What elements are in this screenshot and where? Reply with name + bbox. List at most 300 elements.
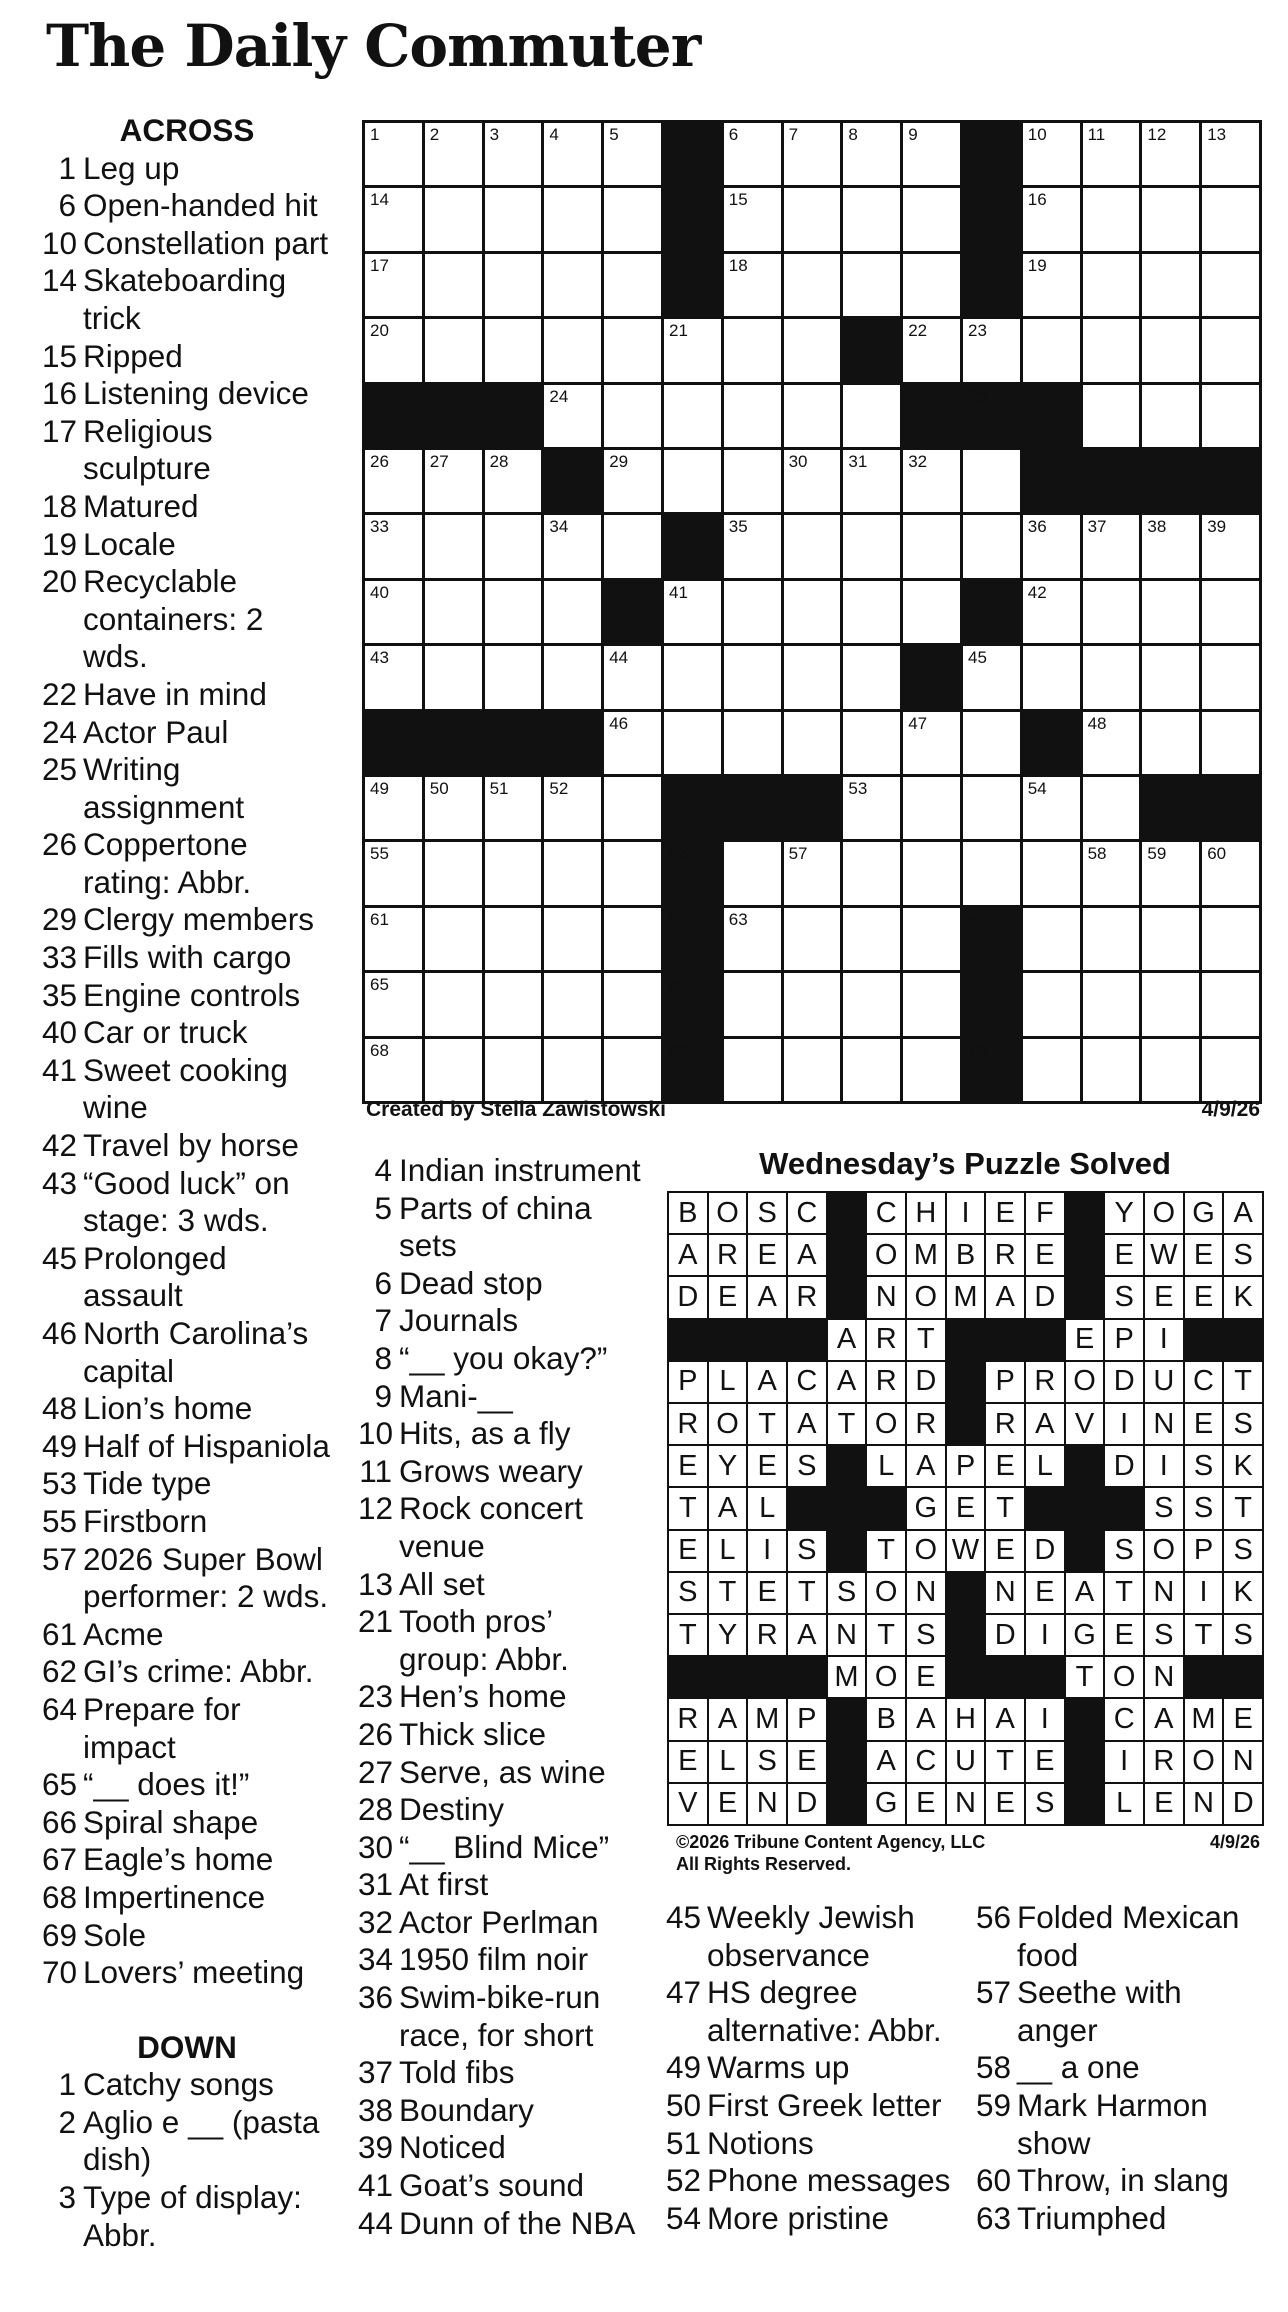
solved-letter-cell: G [1066, 1615, 1104, 1655]
grid-cell[interactable] [903, 842, 960, 904]
solved-letter-cell: I [1185, 1573, 1223, 1613]
grid-cell[interactable] [1023, 842, 1080, 904]
grid-cell[interactable] [843, 646, 900, 708]
grid-cell[interactable] [724, 908, 781, 970]
grid-cell[interactable] [963, 712, 1020, 774]
solved-black-square [748, 1320, 786, 1360]
solved-letter-cell: T [1066, 1657, 1104, 1697]
grid-cell[interactable] [724, 973, 781, 1035]
solved-letter-cell: T [1224, 1362, 1262, 1402]
grid-cell[interactable] [784, 908, 841, 970]
clue-line [666, 1974, 966, 2012]
grid-cell[interactable] [1023, 908, 1080, 970]
clue-text: Actor Paul [83, 713, 229, 750]
grid-cell[interactable] [843, 385, 900, 447]
clue-line [42, 187, 332, 225]
grid-cell[interactable] [365, 123, 422, 185]
solved-letter-cell: A [867, 1742, 905, 1782]
grid-cell[interactable] [784, 646, 841, 708]
solved-letter-cell: M [947, 1277, 985, 1317]
grid-cell[interactable] [784, 123, 841, 185]
grid-cell[interactable] [425, 319, 482, 381]
grid-cell[interactable] [485, 319, 542, 381]
grid-cell[interactable] [1142, 188, 1199, 250]
grid-cell[interactable] [903, 777, 960, 839]
grid-cell[interactable] [1023, 581, 1080, 643]
grid-cell[interactable] [425, 646, 482, 708]
grid-cell[interactable] [485, 581, 542, 643]
grid-cell[interactable] [1023, 1039, 1080, 1101]
grid-cell[interactable] [365, 515, 422, 577]
grid-cell[interactable] [544, 646, 601, 708]
grid-cell[interactable] [843, 908, 900, 970]
grid-cell[interactable] [843, 581, 900, 643]
clue-text: wds. [83, 638, 148, 675]
clue-number: 42 [42, 1127, 78, 1164]
grid-cell[interactable] [1202, 515, 1259, 577]
grid-cell[interactable] [724, 123, 781, 185]
solved-letter-cell: K [1224, 1277, 1262, 1317]
grid-cell[interactable] [1142, 908, 1199, 970]
grid-cell[interactable] [544, 973, 601, 1035]
grid-cell[interactable] [1023, 646, 1080, 708]
cell-number: 67 [967, 975, 987, 995]
grid-cell[interactable] [365, 646, 422, 708]
grid-cell[interactable] [425, 777, 482, 839]
grid-cell[interactable] [604, 908, 661, 970]
grid-cell[interactable] [903, 319, 960, 381]
grid-cell[interactable] [604, 842, 661, 904]
grid-cell[interactable] [784, 515, 841, 577]
grid-cell[interactable] [784, 188, 841, 250]
clue-line [42, 1541, 332, 1579]
grid-cell[interactable] [664, 319, 721, 381]
grid-cell[interactable] [604, 385, 661, 447]
solved-letter-cell: L [709, 1362, 747, 1402]
grid-cell[interactable] [1142, 319, 1199, 381]
grid-cell[interactable] [724, 319, 781, 381]
grid-cell[interactable] [544, 1039, 601, 1101]
grid-cell[interactable] [903, 1039, 960, 1101]
clue-text: Engine controls [83, 976, 301, 1013]
grid-cell[interactable] [1142, 973, 1199, 1035]
clue-line [358, 2129, 658, 2167]
solved-letter-cell: E [1185, 1277, 1223, 1317]
grid-cell[interactable] [604, 188, 661, 250]
grid-cell[interactable] [724, 842, 781, 904]
clue-number: 1 [58, 149, 76, 186]
clue-text: capital [83, 1352, 175, 1389]
grid-cell[interactable] [843, 515, 900, 577]
solved-letter-cell: C [1185, 1362, 1223, 1402]
grid-cell[interactable] [903, 188, 960, 250]
clue-text: Swim-bike-run [399, 1979, 601, 2016]
grid-cell[interactable] [1023, 254, 1080, 316]
clue-line [42, 1691, 332, 1729]
grid-cell[interactable] [425, 581, 482, 643]
grid-cell[interactable] [1202, 1039, 1259, 1101]
grid-cell[interactable] [724, 515, 781, 577]
grid-cell[interactable] [485, 1039, 542, 1101]
grid-cell[interactable] [1083, 777, 1140, 839]
grid-cell[interactable] [425, 842, 482, 904]
solved-black-square [669, 1320, 707, 1360]
grid-cell[interactable] [1202, 646, 1259, 708]
grid-cell[interactable] [843, 712, 900, 774]
grid-cell[interactable] [1083, 842, 1140, 904]
solved-letter-cell: A [1026, 1404, 1064, 1444]
clue-line [358, 1866, 658, 1904]
cell-number: 56 [668, 844, 688, 864]
grid-cell[interactable] [544, 908, 601, 970]
grid-cell[interactable] [544, 777, 601, 839]
cell-number: 53 [848, 779, 868, 798]
cell-number: 32 [908, 452, 928, 471]
grid-cell[interactable] [425, 973, 482, 1035]
grid-cell[interactable] [425, 908, 482, 970]
clue-text: alternative: Abbr. [707, 2011, 942, 2048]
clue-number: 49 [42, 1427, 78, 1464]
clue-text: Type of display: [83, 2179, 302, 2216]
clue-number: 32 [358, 1903, 394, 1940]
down-clue-list [42, 2066, 332, 2254]
grid-cell[interactable] [485, 254, 542, 316]
grid-cell[interactable] [604, 254, 661, 316]
solved-letter-cell: A [986, 1699, 1024, 1739]
grid-cell[interactable] [1142, 123, 1199, 185]
grid-cell[interactable] [425, 1039, 482, 1101]
solved-letter-cell: R [669, 1699, 707, 1739]
grid-cell[interactable] [1023, 319, 1080, 381]
grid-cell[interactable] [604, 515, 661, 577]
clue-text: Eagle’s home [83, 1841, 274, 1878]
grid-cell[interactable] [1083, 908, 1140, 970]
cell-number: 8 [848, 125, 858, 144]
grid-cell[interactable] [485, 842, 542, 904]
clue-number: 52 [666, 2162, 702, 2199]
solved-letter-cell: N [1145, 1404, 1183, 1444]
grid-cell[interactable] [544, 123, 601, 185]
grid-cell[interactable] [724, 1039, 781, 1101]
clue-line [42, 526, 332, 564]
solved-letter-cell: B [669, 1193, 707, 1233]
cell-number: 22 [908, 321, 928, 341]
black-square [724, 777, 781, 839]
clue-line [42, 714, 332, 752]
grid-cell[interactable] [485, 646, 542, 708]
cell-number: 4 [549, 125, 559, 144]
black-square [963, 973, 1020, 1035]
clue-line [976, 2162, 1276, 2200]
solved-letter-cell: I [1105, 1742, 1143, 1782]
grid-cell[interactable] [365, 973, 422, 1035]
grid-cell[interactable] [784, 385, 841, 447]
grid-cell[interactable] [903, 123, 960, 185]
grid-cell[interactable] [1142, 842, 1199, 904]
grid-cell[interactable] [1202, 842, 1259, 904]
grid-cell[interactable] [365, 450, 422, 512]
solved-letter-cell: A [788, 1615, 826, 1655]
grid-cell[interactable] [963, 646, 1020, 708]
clue-text: Listening device [83, 375, 309, 412]
solved-letter-cell: A [709, 1488, 747, 1528]
grid-cell[interactable] [365, 254, 422, 316]
grid-cell[interactable] [1202, 581, 1259, 643]
solved-letter-cell: S [1145, 1615, 1183, 1655]
clue-line [42, 826, 332, 864]
clue-line [358, 1941, 658, 1979]
grid-cell[interactable] [1083, 254, 1140, 316]
solved-letter-cell: O [1145, 1531, 1183, 1571]
grid-cell[interactable] [1142, 712, 1199, 774]
grid-cell[interactable] [425, 188, 482, 250]
grid-cell[interactable] [1202, 908, 1259, 970]
grid-cell[interactable] [485, 777, 542, 839]
grid-cell[interactable] [1023, 515, 1080, 577]
grid-cell[interactable] [664, 646, 721, 708]
grid-cell[interactable] [784, 319, 841, 381]
grid-cell[interactable] [365, 581, 422, 643]
grid-cell[interactable] [544, 319, 601, 381]
clue-text: Hits, as a fly [399, 1415, 571, 1452]
solved-letter-cell: W [947, 1531, 985, 1571]
grid-cell[interactable] [903, 908, 960, 970]
grid-cell[interactable] [843, 777, 900, 839]
grid-cell[interactable] [1142, 385, 1199, 447]
grid-cell[interactable] [544, 254, 601, 316]
grid-cell[interactable] [1202, 385, 1259, 447]
grid-cell[interactable] [365, 1039, 422, 1101]
black-square [425, 385, 482, 447]
grid-cell[interactable] [724, 450, 781, 512]
clue-text: Lovers’ meeting [83, 1954, 305, 1991]
clue-number: 62 [42, 1653, 78, 1690]
grid-cell[interactable] [604, 1039, 661, 1101]
cell-number: 69 [668, 1040, 688, 1060]
grid-cell[interactable] [1083, 973, 1140, 1035]
solved-letter-cell: S [788, 1531, 826, 1571]
solved-letter-cell: E [1185, 1404, 1223, 1444]
grid-cell[interactable] [784, 712, 841, 774]
clue-line [358, 1340, 658, 1378]
clue-line [42, 601, 332, 639]
clue-text: HS degree [707, 1974, 858, 2011]
grid-cell[interactable] [1142, 1039, 1199, 1101]
cell-number: 65 [370, 975, 389, 995]
cell-number: 7 [788, 125, 799, 144]
grid-cell[interactable] [784, 973, 841, 1035]
grid-cell[interactable] [485, 450, 542, 512]
grid-cell[interactable] [1083, 515, 1140, 577]
clue-line [358, 1490, 658, 1528]
solved-letter-cell: S [1026, 1784, 1064, 1824]
grid-cell[interactable] [784, 254, 841, 316]
grid-cell[interactable] [1142, 581, 1199, 643]
clue-line [42, 1954, 332, 1992]
clue-text: rating: Abbr. [83, 863, 252, 900]
grid-cell[interactable] [604, 450, 661, 512]
grid-cell[interactable] [485, 973, 542, 1035]
cell-number: 45 [967, 648, 987, 668]
grid-cell[interactable] [843, 842, 900, 904]
solved-letter-cell: S [788, 1446, 826, 1486]
clue-text: “Good luck” on [83, 1164, 290, 1201]
grid-cell[interactable] [425, 123, 482, 185]
solved-letter-cell: A [1224, 1193, 1262, 1233]
clue-number: 58 [976, 2049, 1012, 2086]
clue-line [976, 1899, 1276, 1937]
grid-cell[interactable] [1202, 973, 1259, 1035]
clue-number: 30 [358, 1828, 394, 1865]
grid-cell[interactable] [963, 319, 1020, 381]
grid-cell[interactable] [903, 581, 960, 643]
clue-text: Have in mind [83, 675, 267, 712]
clue-line [358, 1528, 658, 1566]
grid-cell[interactable] [963, 450, 1020, 512]
clue-line [358, 1265, 658, 1303]
solved-letter-cell: E [669, 1531, 707, 1571]
grid-cell[interactable] [425, 450, 482, 512]
grid-cell[interactable] [784, 450, 841, 512]
grid-cell[interactable] [485, 188, 542, 250]
clue-number: 28 [358, 1791, 394, 1828]
grid-cell[interactable] [963, 515, 1020, 577]
cell-number: 41 [668, 582, 688, 602]
grid-cell[interactable] [903, 712, 960, 774]
grid-cell[interactable] [724, 712, 781, 774]
clue-line [42, 563, 332, 601]
grid-cell[interactable] [724, 188, 781, 250]
grid-cell[interactable] [365, 777, 422, 839]
grid-cell[interactable] [485, 123, 542, 185]
grid-cell[interactable] [664, 712, 721, 774]
clue-line [42, 789, 332, 827]
solved-letter-cell: L [709, 1742, 747, 1782]
solved-letter-cell: S [1185, 1446, 1223, 1486]
clue-number: 49 [666, 2049, 702, 2086]
grid-cell[interactable] [784, 1039, 841, 1101]
grid-cell[interactable] [1142, 646, 1199, 708]
grid-cell[interactable] [664, 450, 721, 512]
grid-cell[interactable] [1083, 646, 1140, 708]
grid-cell[interactable] [604, 646, 661, 708]
cell-number: 23 [967, 321, 987, 341]
clue-text: Rock concert [399, 1490, 583, 1527]
solved-letter-cell: D [669, 1277, 707, 1317]
black-square [1202, 777, 1259, 839]
grid-cell[interactable] [1142, 254, 1199, 316]
grid-cell[interactable] [1023, 123, 1080, 185]
down-clues-column-4 [976, 1899, 1276, 2237]
grid-cell[interactable] [903, 515, 960, 577]
grid-cell[interactable] [544, 515, 601, 577]
grid-cell[interactable] [843, 188, 900, 250]
grid-cell[interactable] [604, 777, 661, 839]
grid-cell[interactable] [1142, 515, 1199, 577]
solved-letter-cell: T [986, 1742, 1024, 1782]
grid-cell[interactable] [365, 908, 422, 970]
grid-cell[interactable] [544, 385, 601, 447]
grid-cell[interactable] [664, 581, 721, 643]
clue-number: 51 [666, 2124, 702, 2161]
black-square [963, 254, 1020, 316]
grid-cell[interactable] [1202, 254, 1259, 316]
grid-cell[interactable] [1083, 319, 1140, 381]
grid-cell[interactable] [784, 581, 841, 643]
grid-cell[interactable] [544, 188, 601, 250]
down-clues-column-2 [358, 1152, 658, 2242]
solved-letter-cell: N [828, 1615, 866, 1655]
grid-cell[interactable] [1083, 1039, 1140, 1101]
clue-line [358, 2205, 658, 2243]
grid-cell[interactable] [1202, 319, 1259, 381]
clue-line [358, 1641, 658, 1679]
clue-line [666, 2125, 966, 2163]
grid-cell[interactable] [604, 712, 661, 774]
grid-cell[interactable] [365, 319, 422, 381]
grid-cell[interactable] [1083, 581, 1140, 643]
grid-cell[interactable] [1083, 712, 1140, 774]
grid-cell[interactable] [724, 385, 781, 447]
grid-cell[interactable] [1023, 188, 1080, 250]
grid-cell[interactable] [1023, 777, 1080, 839]
grid-cell[interactable] [1023, 973, 1080, 1035]
grid-cell[interactable] [843, 450, 900, 512]
clue-number: 56 [976, 1899, 1012, 1935]
grid-cell[interactable] [604, 319, 661, 381]
solved-letter-cell: E [986, 1193, 1024, 1233]
grid-cell[interactable] [963, 842, 1020, 904]
grid-cell[interactable] [724, 646, 781, 708]
grid-cell[interactable] [365, 842, 422, 904]
grid-cell[interactable] [843, 973, 900, 1035]
grid-cell[interactable] [1202, 188, 1259, 250]
grid-cell[interactable] [963, 777, 1020, 839]
cell-number: 57 [788, 844, 808, 864]
solved-letter-cell: K [1224, 1446, 1262, 1486]
cell-number: 55 [370, 844, 389, 864]
grid-cell[interactable] [485, 908, 542, 970]
grid-cell[interactable] [1202, 123, 1259, 185]
grid-cell[interactable] [544, 842, 601, 904]
grid-cell[interactable] [903, 254, 960, 316]
clue-text: More pristine [707, 2199, 890, 2236]
grid-cell[interactable] [604, 973, 661, 1035]
grid-cell[interactable] [724, 254, 781, 316]
grid-cell[interactable] [425, 515, 482, 577]
grid-cell[interactable] [544, 581, 601, 643]
grid-cell[interactable] [903, 973, 960, 1035]
grid-cell[interactable] [1083, 188, 1140, 250]
grid-cell[interactable] [903, 450, 960, 512]
black-square [963, 581, 1020, 643]
grid-cell[interactable] [843, 123, 900, 185]
grid-cell[interactable] [724, 581, 781, 643]
grid-cell[interactable] [365, 188, 422, 250]
grid-cell[interactable] [1083, 123, 1140, 185]
grid-cell[interactable] [843, 254, 900, 316]
clue-number: 12 [358, 1490, 394, 1527]
grid-cell[interactable] [784, 842, 841, 904]
grid-cell[interactable] [664, 385, 721, 447]
grid-cell[interactable] [1083, 385, 1140, 447]
clue-text: Travel by horse [83, 1127, 299, 1164]
grid-cell[interactable] [485, 515, 542, 577]
grid-cell[interactable] [1202, 712, 1259, 774]
grid-cell[interactable] [604, 123, 661, 185]
grid-cell[interactable] [425, 254, 482, 316]
grid-cell[interactable] [843, 1039, 900, 1101]
